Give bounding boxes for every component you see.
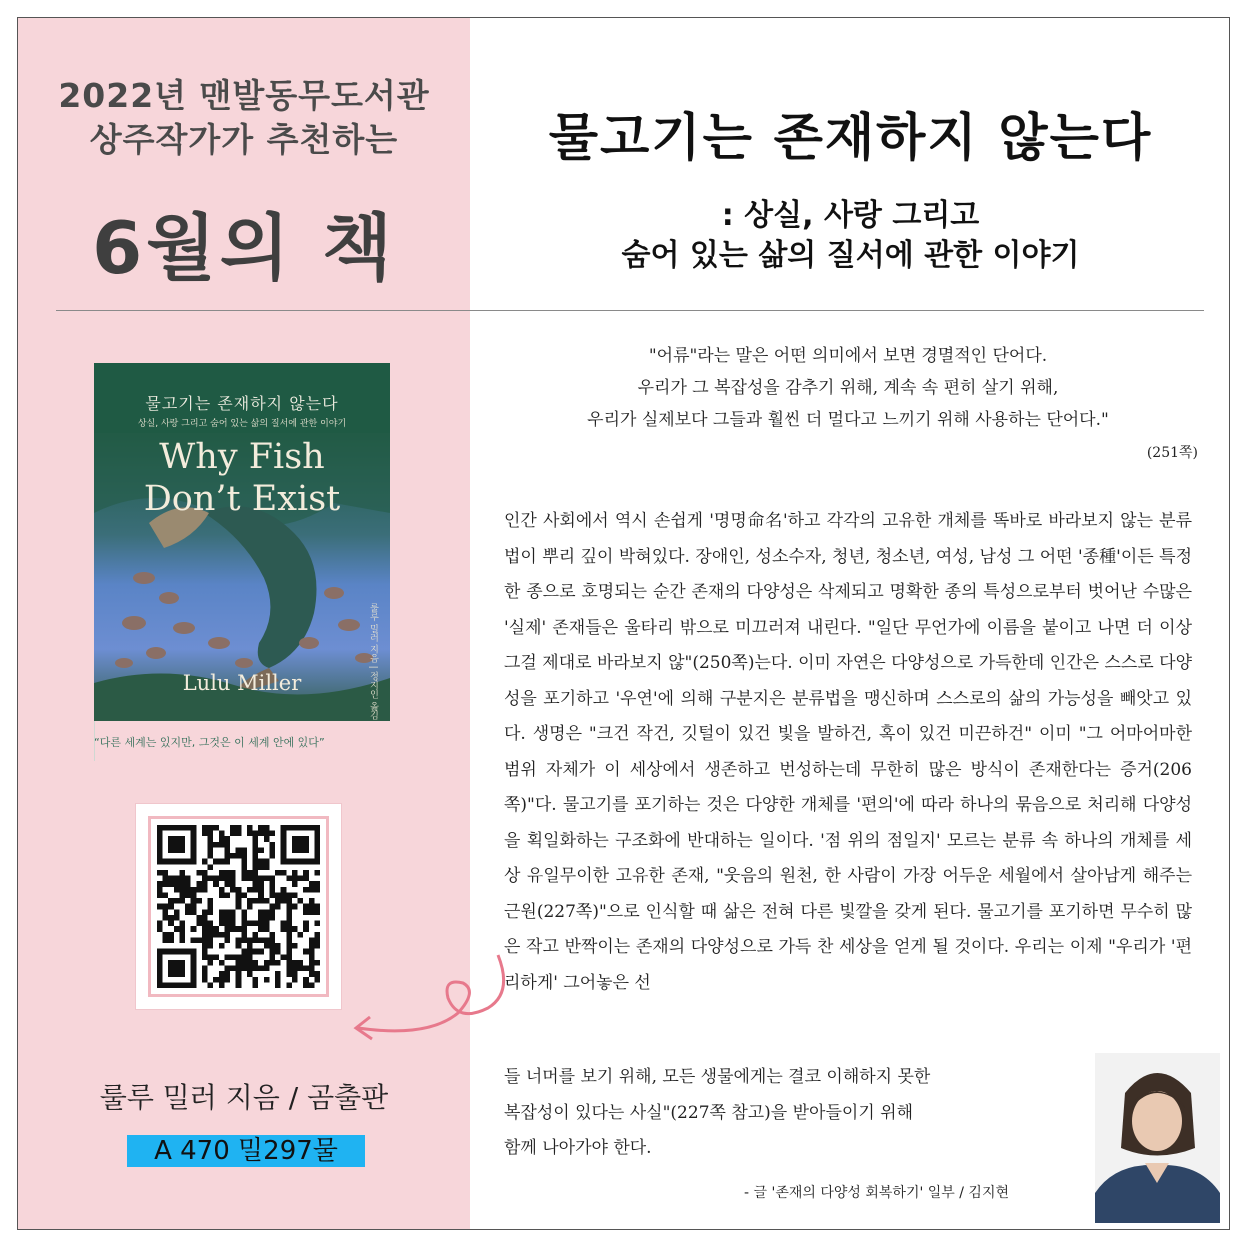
cover-author: Lulu Miller [182,671,302,695]
quote-line-2: 우리가 그 복잡성을 감추기 위해, 계속 속 편히 살기 위해, [637,378,1059,398]
header-line-1: 2022년 맨발동무도서관 [58,76,430,115]
essay-byline: - 글 '존재의 다양성 회복하기' 일부 / 김지현 [744,1185,1010,1201]
essay-paragraph: 인간 사회에서 역시 손쉽게 '명명命名'하고 각각의 고유한 개체를 똑바로 바라보지 않는 분류법이 뿌리 깊이 박혀있다. 장애인, 성소수자, 청년, 청소년, 여성, 남성 그 어떤 '종種'이든 특정한 종으로 호명되는 순간 존재의 다양성은 삭제되고 명확한 종의 특성으로부터 벗어난 수많은 '실제' 존재들은 울타리 밖으로 미끄러져 내린다. "일단 무언가에 이름을 붙이고 나면 더 이상 그걸 제대로 바라보지 않"(250쪽)는다. 이미 자연은 다양성으로 가득한데 인간은 스스로 다양성을 포기하고 '우연'에 의해 구분지은 분류법을 맹신하며 스스로의 삶의 가능성을 빼앗고 있다. 생명은 "크건 작건, 깃털이 있건 빛을 발하건, 혹이 있건 미끈하건" 이미 "그 어마어마한 범위 자체가 이 세상에서 생존하고 번성하는데 무한히 많은 방식이 존재한다는 증거(206쪽)"다. 물고기를 포기하는 것은 다양한 개체를 '편의'에 따라 하나의 묶음으로 처리해 다양성을 획일화하는 구조화에 반대하는 일이다. '점 위의 점일지' 모르는 분류 속 하나의 개체를 세상 유일무이한 고유한 존재, "웃음의 원천, 한 사람이 가장 어두운 세월에서 살아남게 해주는 근원(227쪽)"으로 인식할 때 삶은 전혀 다른 빛깔을 갖게 된다. 물고기를 포기하면 무수히 많은 작고 반짝이는 존재의 다양성으로 가득 찬 세상을 얻게 될 것이다. 우리는 이제 "우리가 '편리하게' 그어놓은 선 [504,511,1192,993]
essay-tail-line1: 들 너머를 보기 위해, 모든 생물에게는 결코 이해하지 못한 [504,1067,931,1087]
essay-tail-line2: 복잡성이 있다는 사실"(227쪽 참고)을 받아들이기 위해 [504,1102,913,1123]
book-cover-image [94,363,390,721]
cover-quote: “다른 세계는 있지만, 그것은 이 세계 안에 있다” [94,736,325,749]
quote-line-3: 우리가 실제보다 그들과 훨씬 더 멀다고 느끼기 위해 사용하는 단어다." [587,410,1109,430]
qr-code-card[interactable] [136,804,341,1009]
book-quote [498,340,1198,436]
cover-kr-subtitle: 상실, 사랑 그리고 숨어 있는 삶의 질서에 관한 이야기 [137,419,347,429]
essay-body [504,504,1192,1001]
poster-frame [17,17,1230,1230]
curved-arrow-icon [348,953,523,1053]
author-photo [1095,1053,1220,1223]
essay-tail-line3: 함께 나아가야 한다. [504,1138,652,1158]
book-subtitle-line2: 숨어 있는 삶의 질서에 관한 이야기 [621,238,1080,273]
cover-kr-title: 물고기는 존재하지 않는다 [145,394,339,413]
book-subtitle-line1: : 상실, 사랑 그리고 [721,198,980,233]
quote-page-ref: (251쪽) [1146,445,1198,461]
call-number-badge: A 470 밀297물 [127,1135,365,1167]
essay-tail [504,1060,1064,1167]
book-title: 물고기는 존재하지 않는다 [548,109,1153,168]
header-divider [56,310,1204,311]
cover-spine-text: 룰루 밀러 지음 | 정지인 옮김 [368,603,378,720]
publisher-line: 룰루 밀러 지음 / 곰출판 [99,1081,389,1114]
cover-en-title-line2: Don’t Exist [143,479,341,519]
header-month-title: 6월의 책 [92,206,396,290]
quote-line-1: "어류"라는 말은 어떤 의미에서 보면 경멸적인 단어다. [648,346,1048,366]
cover-en-title-line1: Why Fish [159,437,325,477]
qr-code[interactable] [157,825,320,988]
header-line-2: 상주작가가 추천하는 [89,120,399,159]
